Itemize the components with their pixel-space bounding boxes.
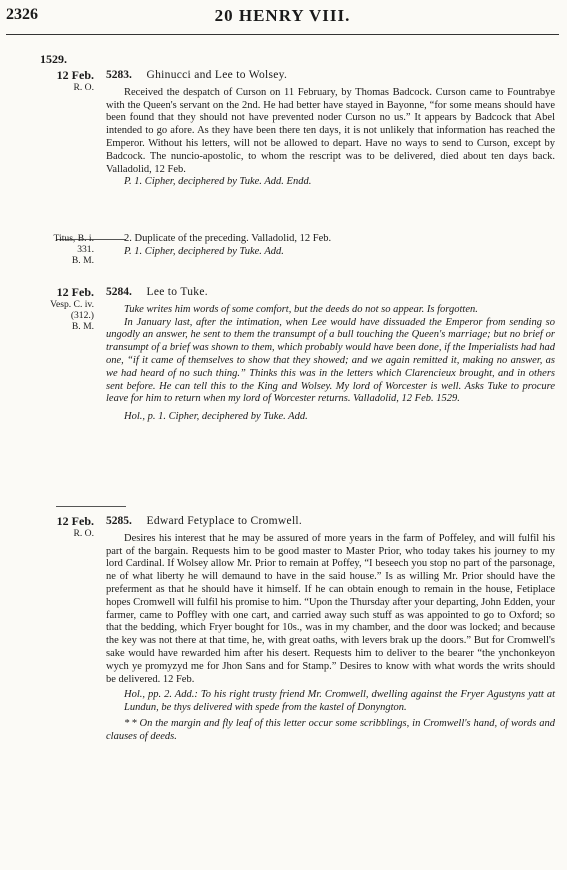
- entry-source-line: 331.: [77, 244, 94, 255]
- entry-margin: [6, 514, 94, 539]
- entry-paragraph: Received the despatch of Curson on 11 February, by Thomas Badcock. Curson came to Fountrabye with the Queen's servant on the 2nd. He had better have stayed in Bayonne, “for some means should have been found that they should not have prevented noder Curson no us.” It appears by Badcock that Abel intended to go afore. As they have been there ten days, it is not unlikely that information has reached the Emperor. Without his letters, will not be allowed to depart. Have no ways to send to Curson, except by Badcock. The nuncio-apostolic, to whom the rescript was to be delivered, died about ten days back. Valladolid, 12 Feb.: [106, 86, 555, 175]
- entry-margin: [6, 233, 94, 266]
- year-heading: 1529.: [40, 52, 67, 66]
- entry-body: [106, 515, 555, 744]
- entry-text: 2. Duplicate of the preceding. Valladolid, 12 Feb.: [124, 233, 332, 244]
- entry-paragraph: Tuke writes him words of some comfort, but the deeds do not so appear. Is forgotten.: [124, 303, 478, 315]
- entry-footnote: Hol., p. 1. Cipher, deciphered by Tuke. Add.: [124, 411, 308, 423]
- entry-source-line: Titus, B. i.: [53, 233, 94, 244]
- entry-number: 5283.: [106, 69, 132, 81]
- entry-body: [106, 233, 555, 259]
- entry-title: Edward Fetyplace to Cromwell.: [146, 515, 303, 527]
- entry-body: [106, 69, 555, 189]
- entry-date: 12 Feb.: [56, 68, 94, 82]
- entry-number: 5285.: [106, 515, 132, 527]
- entry-remark: * * On the margin and fly leaf of this letter occur some scribblings, in Cromwell's hand, of words and clauses of deeds.: [106, 717, 555, 742]
- entry-source-line: B. M.: [71, 321, 94, 332]
- entry-title: Ghinucci and Lee to Wolsey.: [146, 69, 288, 81]
- page-number: 2326: [6, 6, 38, 23]
- entry-footnote: Hol., pp. 2. Add.: To his right trusty friend Mr. Cromwell, dwelling against the Fryer Agustyns yatt at Lundun, be thys delivered with spede from the kastel of Donyngton.: [124, 689, 555, 714]
- entry-footnote: P. 1. Cipher, deciphered by Tuke. Add. Endd.: [124, 176, 312, 188]
- entry-date: 12 Feb.: [56, 285, 94, 299]
- page-header: [6, 4, 559, 30]
- entry-source: R. O.: [73, 528, 94, 539]
- entry-title: Lee to Tuke.: [146, 286, 208, 298]
- entry-footnote: P. 1. Cipher, deciphered by Tuke. Add.: [124, 245, 284, 257]
- entry-number: 5284.: [106, 286, 132, 298]
- entry-paragraph: Desires his interest that he may be assured of more years in the farm of Poffeley, and will fulfil his part of the bargain. Requests him to be good master to Master Prior, who today takes his journey to my lord Cardinal. If Wolsey allow Mr. Prior to remain at Poffey, “I beseech you stop no part of the parsonage, ne of what liberty he will demaund to have in the said house.” Is as willing Mr. Prior should have the preferment as that he should have it himself. If he can obtain enough to remain in the house, Fetiplace hopes Cromwell will fulfil his promise to him. “Upon the Thursday after your departing, John Edden, your farmer, came to Poffley with one cart, and carried away such stuff as was appointed to go to Oxford; so that the bedding, which Fryer bought for 10s., was in my chamber, and the door was locked; and because the key was not there at that time, he, with great oaths, with levers brak up the doors.” But for Cromwell's sake would have rewarded him after his desert. Requests him to deliver to the bearer “the ynchonkeyon wych ye promyzyd me for Jhon Sans and for Stamp.” Desires to know with what words the writs should be delivered. 12 Feb.: [106, 532, 555, 685]
- entry-source-line: Vesp. C. iv.: [50, 299, 94, 310]
- entry-source-line: (312.): [70, 310, 94, 321]
- entry-paragraph: In January last, after the intimation, when Lee would have dissuaded the Emperor from sending so ungodly an answer, he sent to them the transumpt of a bull touching the Queen's marriage; but no brief or transumpt of a brief was shown to them, which probably would have been done, if the Imperialists had had one, “if it came of themselves to show that they showed; and we again remitted it, making no answer, as we had heard of no such thing.” Thinks this was in the letters which Clarencieux brought, and in others sent before. He can tell this to the King and Wolsey. My lord of Worcester is well. Asks Tuke to procure leave for him to return when my lord of Worcester returns. Valladolid, 12 Feb. 1529.: [106, 316, 555, 405]
- header-rule: [6, 34, 559, 35]
- entry-date: 12 Feb.: [56, 514, 94, 528]
- running-title: 20 HENRY VIII.: [214, 6, 351, 25]
- entry-margin: [6, 285, 94, 332]
- entry-margin: [6, 68, 94, 93]
- entry-body: [106, 286, 555, 424]
- entry-source: R. O.: [73, 82, 94, 93]
- separator: [56, 506, 126, 507]
- entry-source-line: B. M.: [71, 255, 94, 266]
